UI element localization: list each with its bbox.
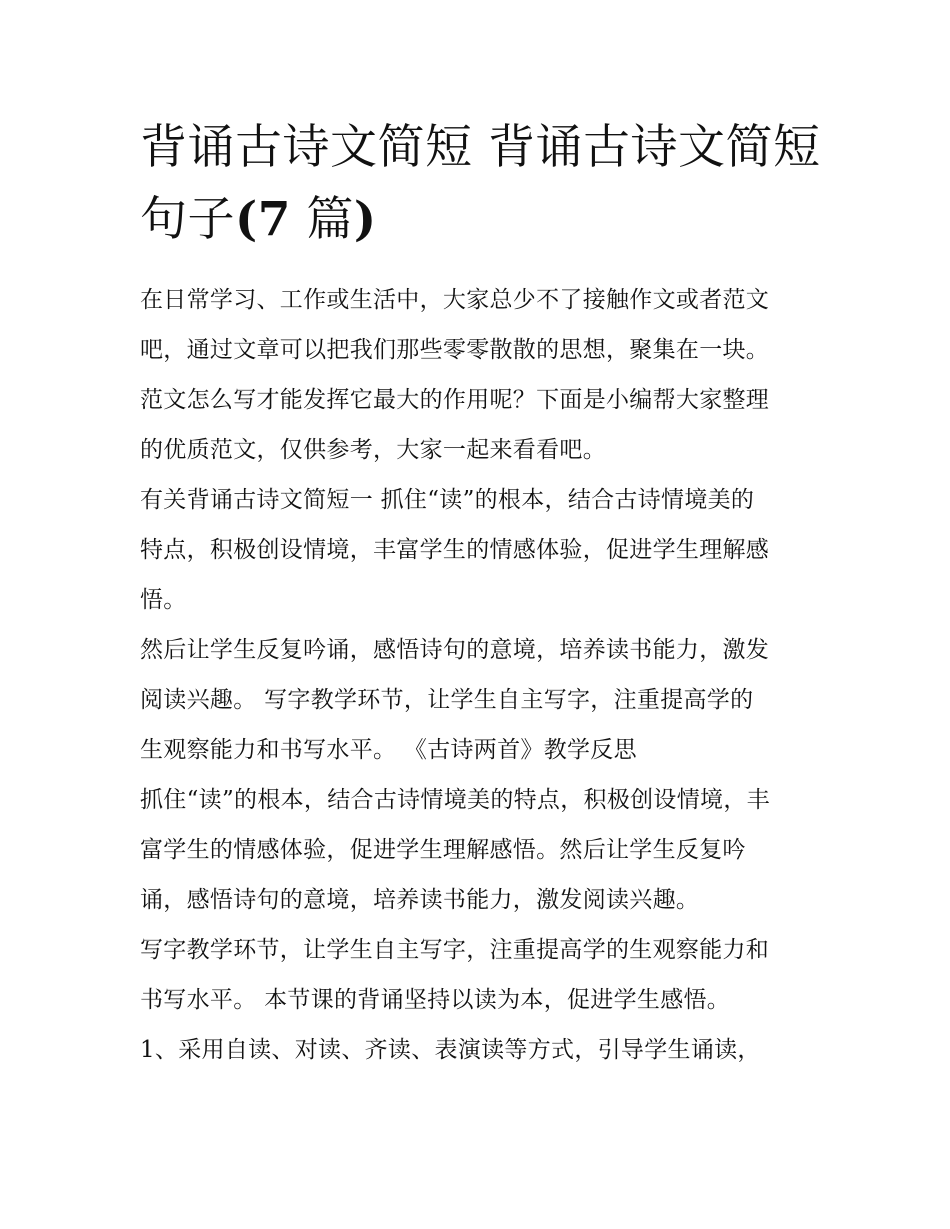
document-body (140, 275, 840, 1075)
body-line-15: 书写水平。 本节课的背诵坚持以读为本，促进学生感悟。 (140, 987, 731, 1013)
body-line-16: 1、采用自读、对读、齐读、表演读等方式，引导学生诵读， (140, 1037, 761, 1063)
body-line-10: 生观察能力和书写水平。 《古诗两首》教学反思 (140, 737, 637, 763)
body-line-7: 悟。 (140, 587, 187, 613)
title-count-unit: 篇 (290, 192, 354, 247)
body-line-4: 的优质范文，仅供参考，大家一起来看看吧。 (140, 437, 606, 463)
document-title (140, 112, 830, 256)
body-line-13: 诵，感悟诗句的意境，培养读书能力，激发阅读兴趣。 (140, 887, 700, 913)
body-line-5: 有关背诵古诗文简短一 抓住“读”的根本，结合古诗情境美的 (140, 487, 755, 513)
body-line-14: 写字教学环节，让学生自主写字，注重提高学的生观察能力和 (140, 937, 770, 963)
body-line-12: 富学生的情感体验，促进学生理解感悟。然后让学生反复吟 (140, 837, 746, 863)
body-line-1: 在日常学习、工作或生活中，大家总少不了接触作文或者范文 (140, 287, 770, 313)
body-line-3: 范文怎么写才能发挥它最大的作用呢？下面是小编帮大家整理 (140, 387, 770, 413)
body-line-2: 吧，通过文章可以把我们那些零零散散的思想，聚集在一块。 (140, 337, 770, 363)
title-text-part-2: 短句子 (140, 120, 821, 247)
title-count-open: (7 (235, 192, 291, 247)
title-count-close: ) (353, 192, 377, 247)
body-line-11: 抓住“读”的根本，结合古诗情境美的特点，积极创设情境，丰 (140, 787, 770, 813)
body-line-8: 然后让学生反复吟诵，感悟诗句的意境，培养读书能力，激发 (140, 637, 770, 663)
body-line-9: 阅读兴趣。 写字教学环节，让学生自主写字，注重提高学的 (140, 687, 754, 713)
title-text-part-1: 背诵古诗文简短 背诵古诗文简 (140, 120, 773, 175)
body-line-6: 特点，积极创设情境，丰富学生的情感体验，促进学生理解感 (140, 537, 770, 563)
